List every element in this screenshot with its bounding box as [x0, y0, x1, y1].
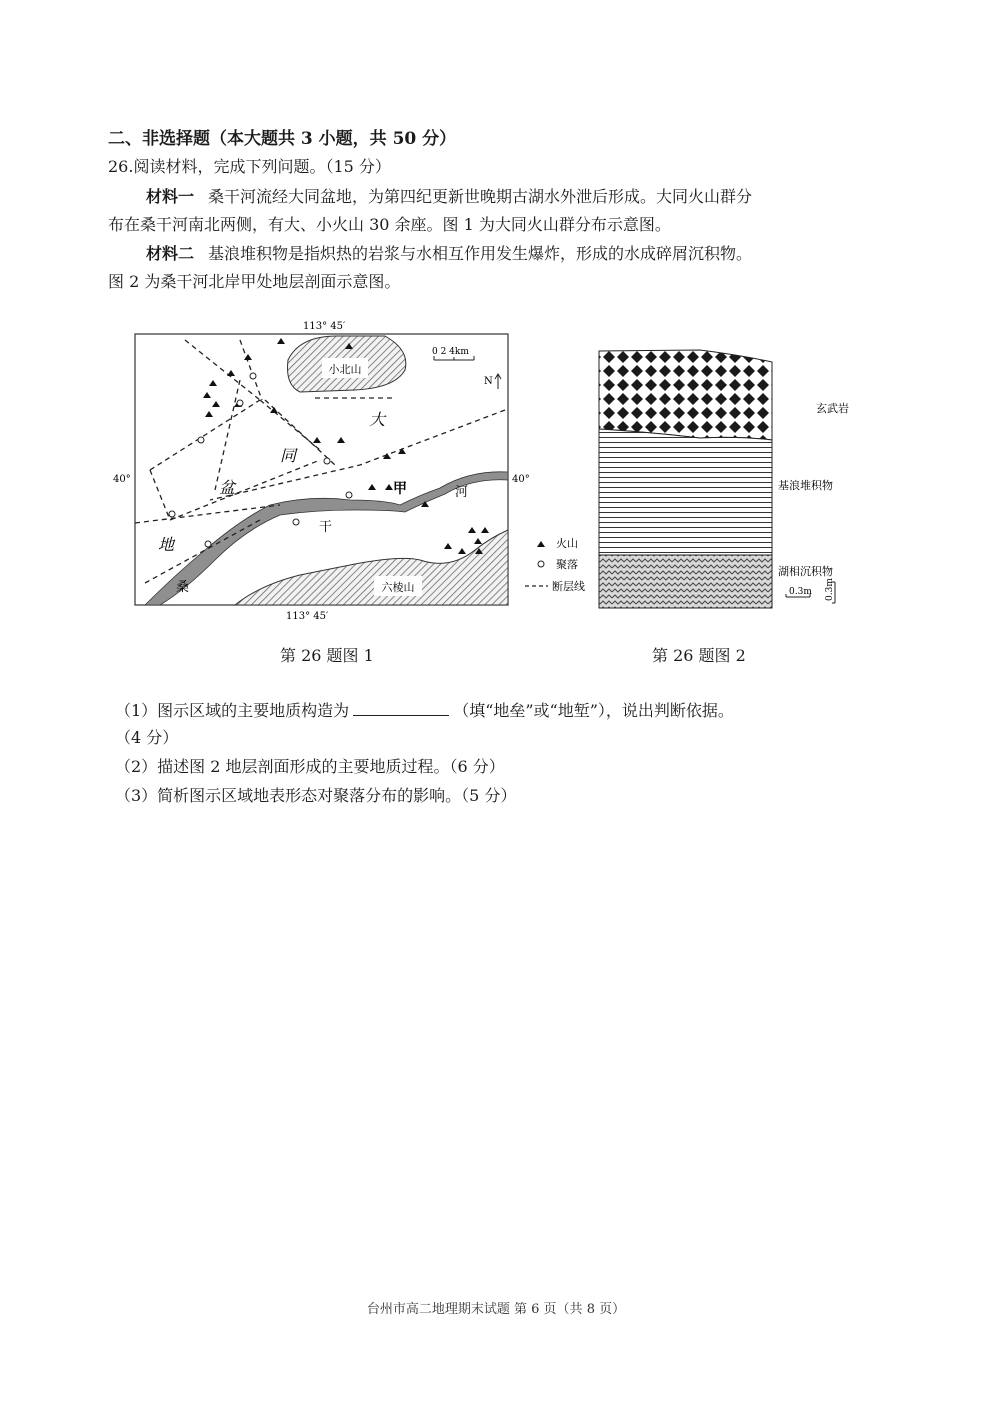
- material2-text1: 基浪堆积物是指炽热的岩浆与水相互作用发生爆炸，形成的水成碎屑沉积物。: [208, 244, 753, 263]
- subquestion-2: （2）描述图 2 地层剖面形成的主要地质过程。（6 分）: [115, 757, 505, 776]
- subquestion-1-before: （1）图示区域的主要地质构造为: [115, 701, 350, 720]
- settlement-marker: [324, 458, 330, 464]
- latitude-left: 40°: [113, 474, 131, 485]
- settlement-marker: [293, 519, 299, 525]
- settlement-marker: [169, 511, 175, 517]
- subquestion-1-after: （填“地垒”或“地堑”），说出判断依据。: [453, 701, 734, 720]
- subquestion-1: [115, 698, 734, 721]
- question-title: 26.阅读材料，完成下列问题。（15 分）: [108, 157, 391, 176]
- settlement-marker: [250, 373, 256, 379]
- section-heading: 二、非选择题（本大题共 3 小题，共 50 分）: [108, 129, 457, 149]
- material1-line2: 布在桑干河南北两侧，有大、小火山 30 余座。图 1 为大同火山群分布示意图。: [108, 215, 671, 234]
- settlement-marker: [346, 492, 352, 498]
- basin-char-tong: 同: [280, 446, 297, 465]
- stratum-lake-sediment: [599, 555, 772, 608]
- river-char-gan: 干: [319, 520, 333, 535]
- river-char-he: 河: [455, 485, 469, 500]
- settlement-marker: [198, 437, 204, 443]
- stratum-basalt-label: 玄武岩: [816, 402, 849, 415]
- legend-volcano-label: 火山: [556, 537, 578, 550]
- stratum-base-surge-label: 基浪堆积物: [778, 479, 833, 492]
- longitude-bottom: 113° 45′: [286, 611, 329, 622]
- legend-volcano-marker: [537, 541, 545, 547]
- legend-fault-label: 断层线: [552, 580, 585, 593]
- page-footer: 台州市高二地理期末试题 第 6 页（共 8 页）: [366, 1302, 626, 1317]
- material1-text1: 桑干河流经大同盆地，为第四纪更新世晚期古湖水外泄后形成。大同火山群分: [208, 187, 753, 206]
- point-jia-label: 甲: [393, 481, 407, 497]
- mountain-xiaobei-label: 小北山: [328, 363, 362, 376]
- mountain-liuleng-label: 六棱山: [381, 581, 415, 594]
- basin-char-di: 地: [158, 535, 175, 554]
- north-label: N: [484, 376, 493, 387]
- settlement-marker: [237, 400, 243, 406]
- answer-blank[interactable]: [353, 701, 449, 716]
- stratum-basalt: [599, 350, 772, 440]
- stratum-base-surge: [599, 429, 772, 555]
- legend-settlement-label: 聚落: [556, 558, 578, 571]
- subquestion-3: （3）简析图示区域地表形态对聚落分布的影响。（5 分）: [115, 786, 517, 805]
- material1-label: 材料一: [146, 187, 195, 206]
- longitude-top: 113° 45′: [303, 321, 346, 332]
- subquestion-1-points: （4 分）: [115, 728, 179, 747]
- material2-label: 材料二: [146, 244, 195, 263]
- stratum-lake-sediment-label: 湖相沉积物: [778, 565, 833, 578]
- scale-vertical-label: 0.3m: [825, 578, 835, 601]
- scale-horizontal-label: 0.3m: [789, 587, 812, 597]
- material2-line2: 图 2 为桑干河北岸甲处地层剖面示意图。: [108, 272, 401, 291]
- scale-label: 0 2 4km: [432, 347, 469, 357]
- figure2-caption: 第 26 题图 2: [652, 646, 746, 665]
- figure1-caption: 第 26 题图 1: [280, 646, 374, 665]
- river-char-sang: 桑: [176, 580, 190, 595]
- legend-settlement-marker: [538, 561, 544, 567]
- basin-char-da: 大: [369, 410, 386, 429]
- basin-char-pen: 盆: [219, 478, 236, 497]
- settlement-marker: [205, 541, 211, 547]
- latitude-right: 40°: [512, 474, 530, 485]
